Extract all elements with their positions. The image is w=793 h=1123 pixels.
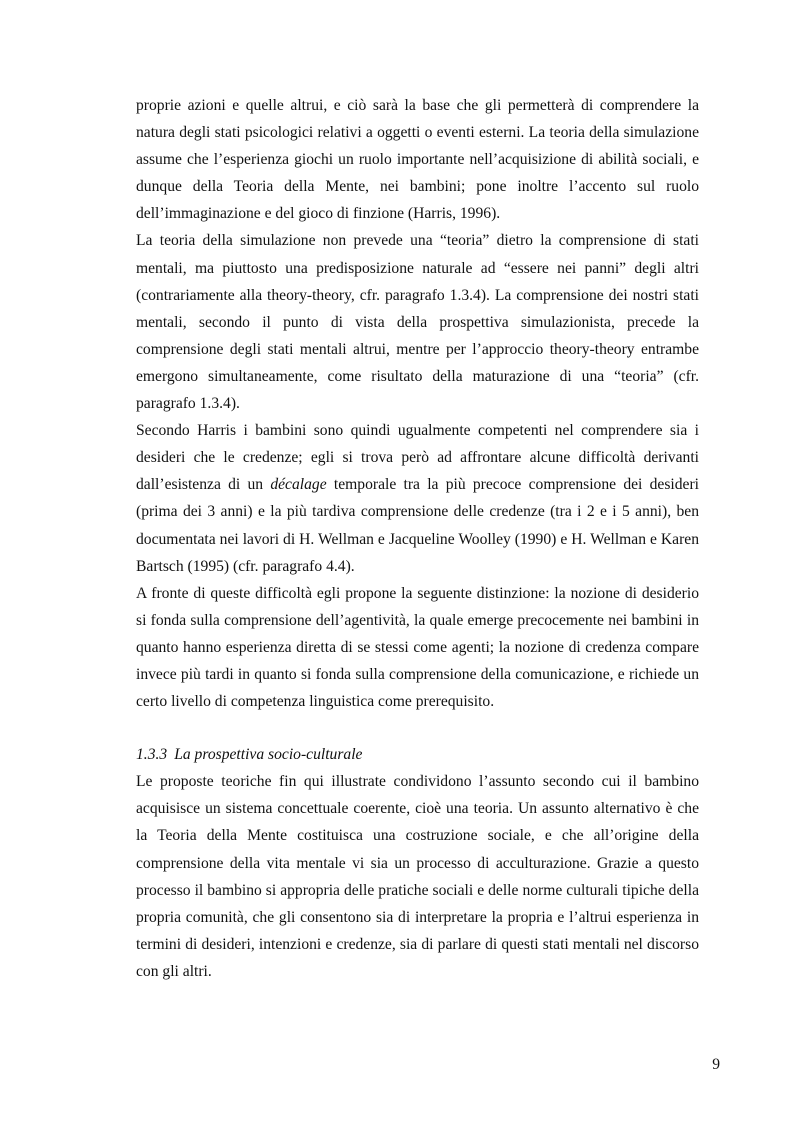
- paragraph-5: [136, 768, 699, 985]
- text-run: temporale tra la più precoce comprensione dei desideri (prima dei 3 anni) e la più tardiva comprensione delle credenze (tra i 2 e i 5 anni), ben documentata nei lavori di H. Wellman e Jacqueline Woolley (1990) e H. Wellman e Karen Bartsch (1995) (cfr. paragrafo 4.4).: [136, 476, 699, 575]
- paragraph-1: [136, 92, 699, 227]
- text-run: proprie azioni e quelle altrui, e ciò sarà la base che gli permetterà di comprendere la natura degli stati psicologici relativi a oggetti o eventi esterni. La teoria della simulazione assume che l’esperienza giochi un ruolo importante nell’acquisizione di abilità sociali, e dunque della Teoria della Mente, nei bambini; pone inoltre l’accento sul ruolo dell’immaginazione e del gioco di finzione (Harris, 1996).: [136, 97, 699, 223]
- italic-term: décalage: [270, 476, 327, 494]
- text-run: A fronte di queste difficoltà egli propone la seguente distinzione: la nozione di desiderio si fonda sulla comprensione dell’agentività, la quale emerge precocemente nei bambini in quanto hanno esperienza diretta di se stessi come agenti; la nozione di credenza compare invece più tardi in quanto si fonda sulla comprensione della comunicazione, e richiede un certo livello di competenza linguistica come prerequisito.: [136, 584, 699, 711]
- paragraph-3: [136, 417, 699, 580]
- paragraph-2: [136, 227, 699, 417]
- body-text: [136, 92, 699, 985]
- text-run: Le proposte teoriche fin qui illustrate condividono l’assunto secondo cui il bambino acquisisce un sistema concettuale coerente, cioè una teoria. Un assunto alternativo è che la Teoria della Mente costituisca una costruzione sociale, e che all’origine della comprensione della vita mentale vi sia un processo di acculturazione. Grazie a questo processo il bambino si appropria delle pratiche sociali e delle norme culturali tipiche della propria comunità, che gli consentono sia di interpretare la propria e l’altrui esperienza in termini di desideri, intenzioni e credenze, sia di parlare di questi stati mentali nel discorso con gli altri.: [136, 773, 699, 980]
- text-run: La teoria della simulazione non prevede una “teoria” dietro la comprensione di stati mentali, ma piuttosto una predisposizione naturale ad “essere nei panni” degli altri (contrariamente alla theory-theory, cfr. paragrafo 1.3.4). La comprensione dei nostri stati mentali, secondo il punto di vista della prospettiva simulazionista, precede la comprensione degli stati mentali altrui, mentre per l’approccio theory-theory entrambe emergono simultaneamente, come risultato della maturazione di una “teoria” (cfr. paragrafo 1.3.4).: [136, 232, 699, 413]
- page-number: 9: [712, 1056, 720, 1073]
- section-number: 1.3.3: [136, 746, 168, 764]
- paragraph-4: [136, 580, 699, 715]
- section-title: La prospettiva socio-culturale: [174, 746, 363, 764]
- text-run: Secondo Harris i bambini sono quindi ugualmente competenti nel comprendere sia i desideri che le credenze; egli si trova però ad affrontare alcune difficoltà derivanti dall’esistenza di un: [136, 422, 699, 494]
- section-heading: [136, 741, 699, 768]
